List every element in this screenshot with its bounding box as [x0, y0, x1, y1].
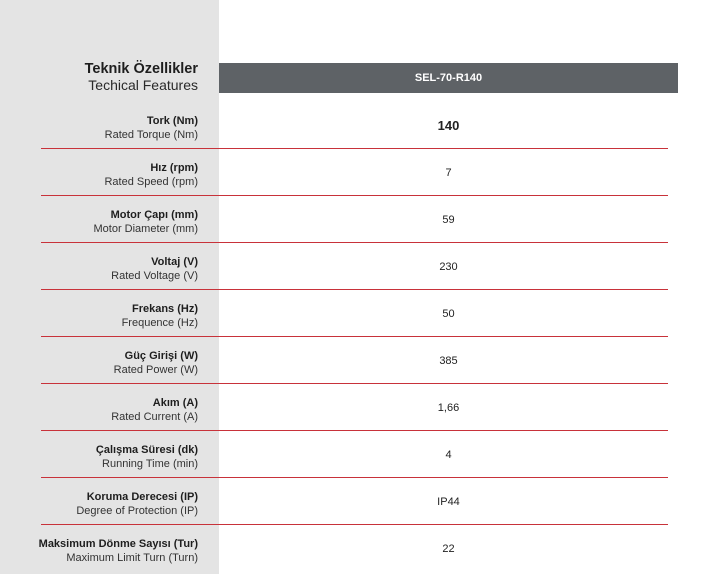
spec-label: [0, 537, 198, 565]
spec-label: [0, 396, 198, 424]
spec-row-diameter: [0, 196, 709, 243]
spec-title: [0, 61, 198, 94]
spec-value: 22: [442, 542, 455, 555]
spec-label: [0, 208, 198, 236]
model-name: SEL-70-R140: [414, 72, 483, 84]
spec-label: [0, 161, 198, 189]
spec-label-tr: Voltaj (V): [151, 256, 198, 268]
spec-title-tr: Teknik Özellikler: [84, 61, 198, 77]
spec-row-frequency: [0, 290, 709, 337]
spec-row-power: [0, 337, 709, 384]
spec-value: 385: [439, 354, 458, 367]
spec-value: 50: [442, 307, 455, 320]
spec-row-voltage: [0, 243, 709, 290]
spec-row-torque: [0, 102, 709, 149]
spec-value: 59: [442, 213, 455, 226]
spec-label-en: Rated Current (A): [111, 411, 198, 423]
spec-label: [0, 302, 198, 330]
spec-label-en: Rated Torque (Nm): [104, 129, 198, 141]
spec-label-tr: Hız (rpm): [150, 162, 198, 174]
spec-label-tr: Frekans (Hz): [131, 303, 198, 315]
spec-label-tr: Maksimum Dönme Sayısı (Tur): [38, 538, 198, 550]
spec-label-tr: Güç Girişi (W): [124, 350, 198, 362]
spec-title-en: Techical Features: [88, 77, 198, 93]
spec-label-en: Rated Power (W): [113, 364, 198, 376]
spec-value: 230: [439, 260, 458, 273]
spec-value: IP44: [437, 495, 460, 508]
spec-label-en: Motor Diameter (mm): [93, 223, 198, 235]
spec-value: 4: [445, 448, 452, 461]
spec-value: 1,66: [437, 401, 460, 414]
spec-label: [0, 443, 198, 471]
spec-row-running-time: [0, 431, 709, 478]
spec-row-protection: [0, 478, 709, 525]
spec-label-en: Frequence (Hz): [121, 317, 198, 329]
spec-label-tr: Koruma Derecesi (IP): [86, 491, 198, 503]
spec-label-en: Running Time (min): [102, 458, 198, 470]
spec-label-tr: Çalışma Süresi (dk): [95, 444, 198, 456]
spec-label-en: Maximum Limit Turn (Turn): [66, 552, 198, 564]
spec-label-en: Rated Voltage (V): [111, 270, 198, 282]
spec-label: [0, 114, 198, 142]
model-header: [219, 63, 678, 93]
spec-value: 140: [437, 118, 460, 133]
spec-label-en: Rated Speed (rpm): [104, 176, 198, 188]
spec-label-tr: Tork (Nm): [146, 115, 198, 127]
spec-label: [0, 255, 198, 283]
spec-label: [0, 490, 198, 518]
spec-label-tr: Motor Çapı (mm): [110, 209, 198, 221]
spec-value: 7: [445, 166, 452, 179]
spec-label-tr: Akım (A): [152, 397, 198, 409]
spec-label-en: Degree of Protection (IP): [76, 505, 198, 517]
spec-row-current: [0, 384, 709, 431]
spec-row-speed: [0, 149, 709, 196]
spec-row-limit-turn: [0, 525, 709, 572]
spec-label: [0, 349, 198, 377]
